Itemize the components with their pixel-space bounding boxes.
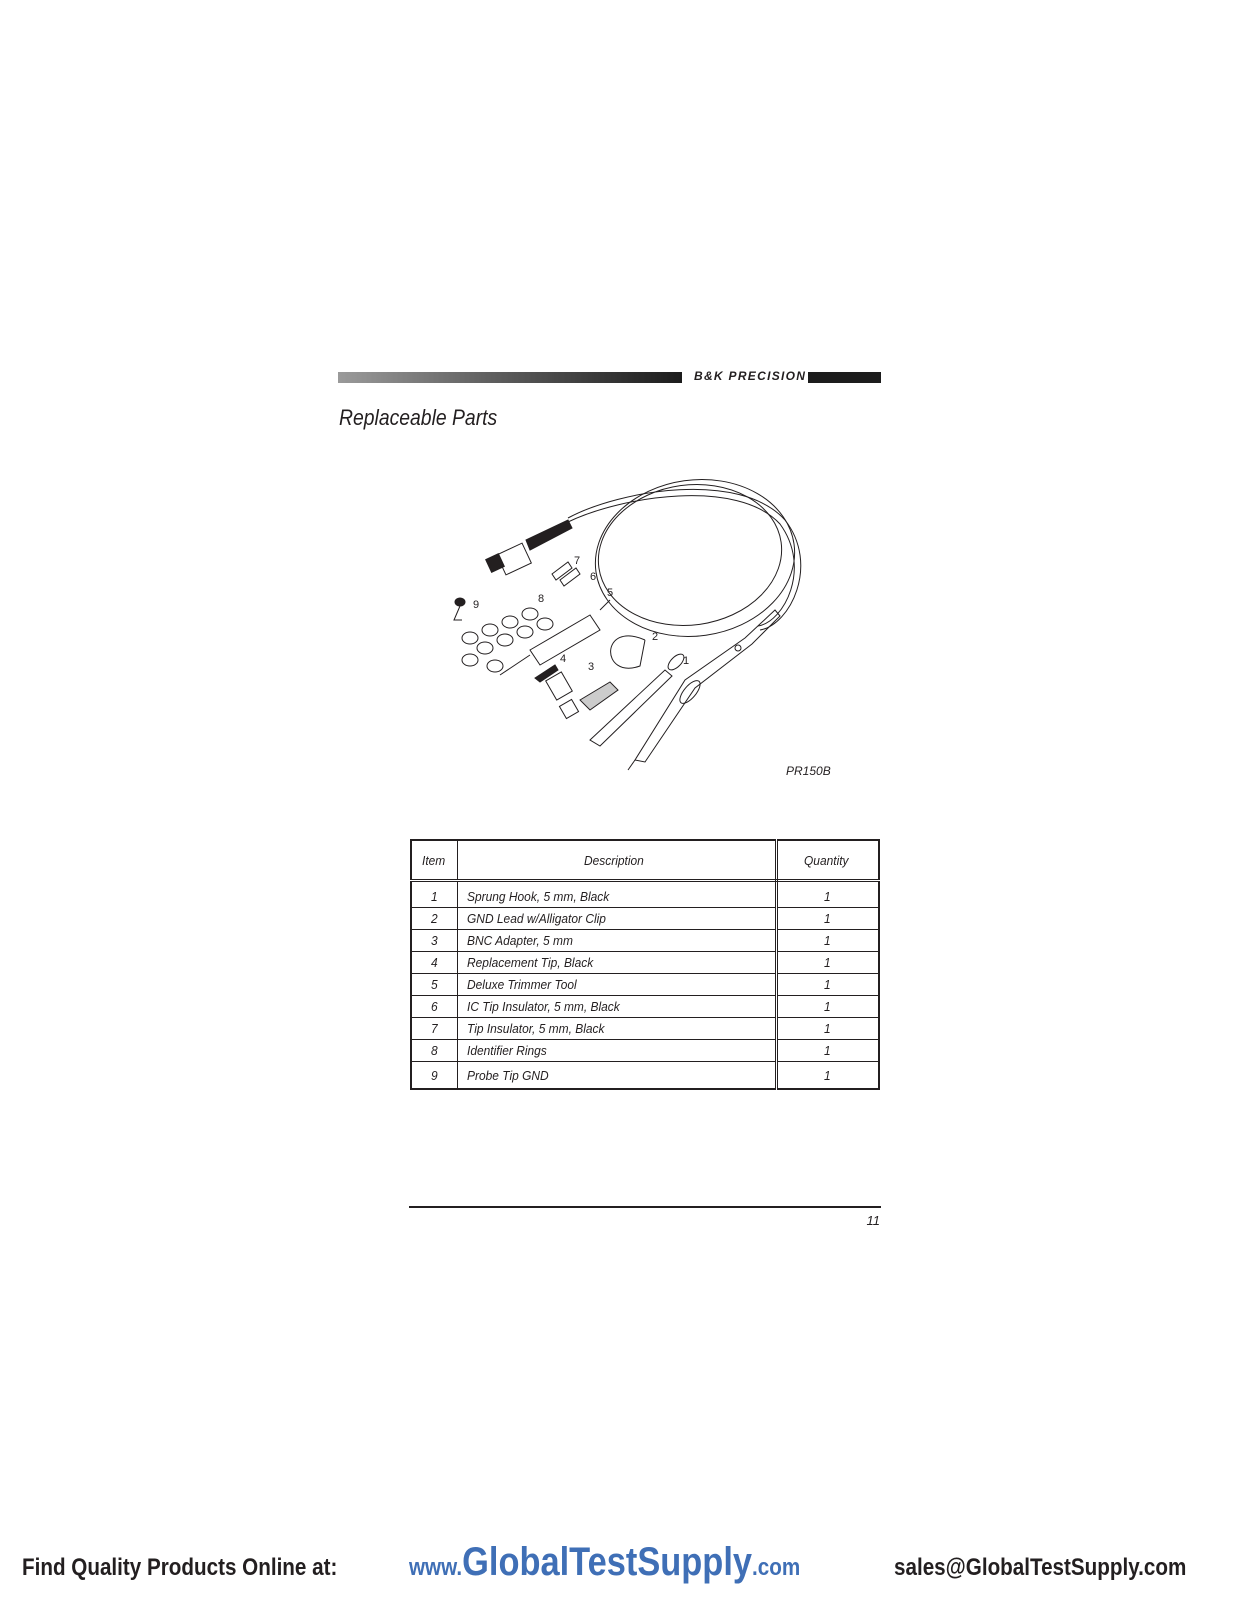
quantity-cell: 1	[777, 930, 880, 952]
quantity-cell: 1	[777, 996, 880, 1018]
callout-5: 5	[607, 587, 614, 599]
bnc-adapter-icon	[546, 672, 579, 719]
promo-email-link[interactable]: sales@GlobalTestSupply.com	[894, 1554, 1187, 1581]
description-cell: BNC Adapter, 5 mm	[458, 930, 777, 952]
figure-model-label: PR150B	[786, 764, 831, 778]
table-row	[411, 974, 879, 996]
description-cell: Identifier Rings	[458, 1040, 777, 1062]
item-cell: 8	[411, 1040, 458, 1062]
callout-7: 7	[574, 555, 581, 567]
identifier-rings-icon	[462, 608, 553, 672]
footer-rule	[409, 1206, 881, 1208]
callout-2: 2	[652, 631, 659, 643]
callout-1: 1	[683, 655, 690, 667]
table-row	[411, 1040, 879, 1062]
description-cell: GND Lead w/Alligator Clip	[458, 908, 777, 930]
header-solid-bar	[808, 372, 881, 383]
table-row	[411, 930, 879, 952]
probe-tip-gnd-icon	[454, 598, 465, 620]
table-row	[411, 996, 879, 1018]
section-title: Replaceable Parts	[339, 405, 498, 430]
parts-table	[410, 839, 880, 1090]
website-suffix: .com	[752, 1554, 801, 1581]
bnc-connector-icon	[486, 520, 572, 575]
ic-tip-insulator-icon	[560, 568, 580, 586]
description-cell: Sprung Hook, 5 mm, Black	[458, 881, 777, 908]
quantity-cell: 1	[777, 952, 880, 974]
callout-9: 9	[473, 599, 480, 611]
website-name: GlobalTestSupply	[462, 1540, 753, 1584]
item-cell: 6	[411, 996, 458, 1018]
item-cell: 2	[411, 908, 458, 930]
description-cell: Tip Insulator, 5 mm, Black	[458, 1018, 777, 1040]
item-cell: 9	[411, 1062, 458, 1090]
replacement-tip-icon	[535, 665, 558, 682]
promo-website-link[interactable]	[409, 1540, 800, 1585]
probe-body-icon	[628, 610, 780, 770]
table-header-row	[411, 840, 879, 881]
table-row	[411, 1018, 879, 1040]
column-header-quantity: Quantity	[777, 840, 880, 881]
header-brand: B&K PRECISION	[694, 369, 807, 383]
tip-insulator-icon	[552, 562, 572, 580]
column-header-item: Item	[411, 840, 458, 881]
table-row	[411, 952, 879, 974]
column-header-description: Description	[458, 840, 777, 881]
quantity-cell: 1	[777, 1040, 880, 1062]
table-row	[411, 881, 879, 908]
probe-kit-illustration	[440, 470, 840, 790]
item-cell: 7	[411, 1018, 458, 1040]
callout-6: 6	[590, 571, 597, 583]
item-cell: 4	[411, 952, 458, 974]
description-cell: Replacement Tip, Black	[458, 952, 777, 974]
quantity-cell: 1	[777, 881, 880, 908]
table-row	[411, 908, 879, 930]
table-row	[411, 1062, 879, 1090]
header-gradient-bar	[338, 372, 682, 383]
promo-tagline: Find Quality Products Online at:	[22, 1554, 338, 1581]
quantity-cell: 1	[824, 1067, 832, 1083]
callout-4: 4	[560, 653, 567, 665]
item-cell: 1	[411, 881, 458, 908]
item-cell: 5	[411, 974, 458, 996]
page-number: 11	[866, 1213, 880, 1228]
website-prefix: www.	[409, 1554, 463, 1581]
description-cell: Probe Tip GND	[458, 1062, 777, 1090]
quantity-cell: 1	[777, 1018, 880, 1040]
description-cell: IC Tip Insulator, 5 mm, Black	[458, 996, 777, 1018]
quantity-cell: 1	[777, 974, 880, 996]
description-cell: Deluxe Trimmer Tool	[458, 974, 777, 996]
callout-3: 3	[588, 661, 595, 673]
quantity-cell: 1	[777, 908, 880, 930]
item-cell: 3	[411, 930, 458, 952]
callout-8: 8	[538, 593, 545, 605]
